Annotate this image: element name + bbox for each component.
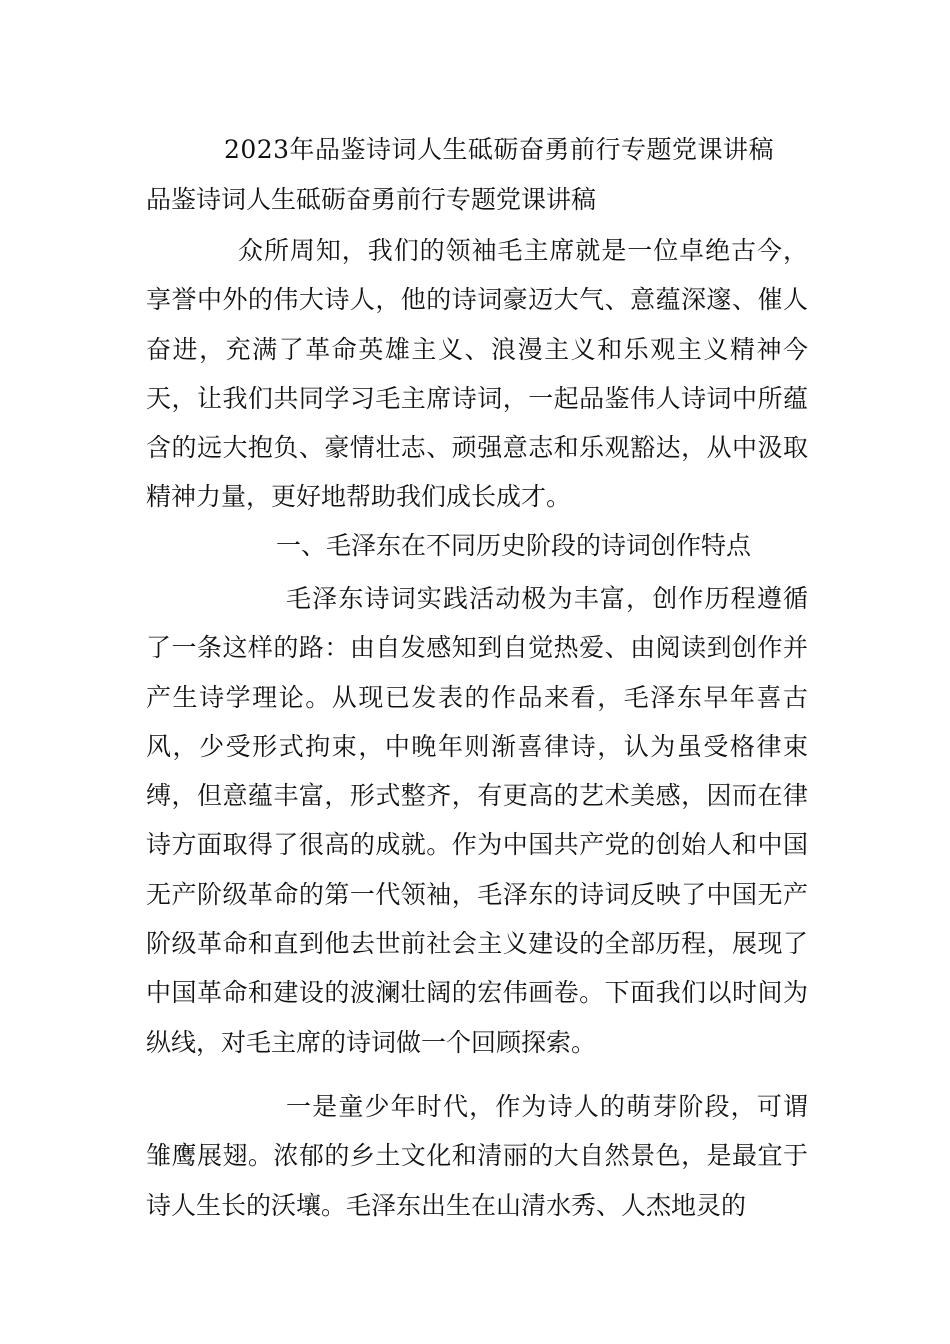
section-point-paragraph: 一是童少年时代，作为诗人的萌芽阶段，可谓雏鹰展翅。浓郁的乡土文化和清丽的大自然景色，是最宜于诗人生长的沃壤。毛泽东出生在山清水秀、人杰地灵的 — [146, 1092, 808, 1220]
document-title: 2023年品鉴诗词人生砥砺奋勇前行专题党课讲稿 — [223, 135, 775, 164]
document-subtitle: 品鉴诗词人生砥砺奋勇前行专题党课讲稿 — [146, 185, 597, 214]
intro-paragraph: 众所周知，我们的领袖毛主席就是一位卓绝古今，享誉中外的伟大诗人，他的诗词豪迈大气、意蕴深邃、催人奋进，充满了革命英雄主义、浪漫主义和乐观主义精神今天，让我们共同学习毛主席诗词，一起品鉴伟人诗词中所蕴含的远大抱负、豪情壮志、顽强意志和乐观豁达，从中汲取精神力量，更好地帮助我们成长成才。 — [146, 236, 808, 512]
section-heading: 一、毛泽东在不同历史阶段的诗词创作特点 — [276, 531, 752, 560]
section-body-paragraph: 毛泽东诗词实践活动极为丰富，创作历程遵循了一条这样的路：由自发感知到自觉热爱、由阅读到创作并产生诗学理论。从现已发表的作品来看，毛泽东早年喜古风，少受形式拘束，中晚年则渐喜律诗，认为虽受格律束缚，但意蕴丰富，形式整齐，有更高的艺术美感，因而在律诗方面取得了很高的成就。作为中国共产党的创始人和中国无产阶级革命的第一代领袖，毛泽东的诗词反映了中国无产阶级革命和直到他去世前社会主义建设的全部历程，展现了中国革命和建设的波澜壮阔的宏伟画卷。下面我们以时间为纵线，对毛主席的诗词做一个回顾探索。 — [146, 584, 808, 1057]
